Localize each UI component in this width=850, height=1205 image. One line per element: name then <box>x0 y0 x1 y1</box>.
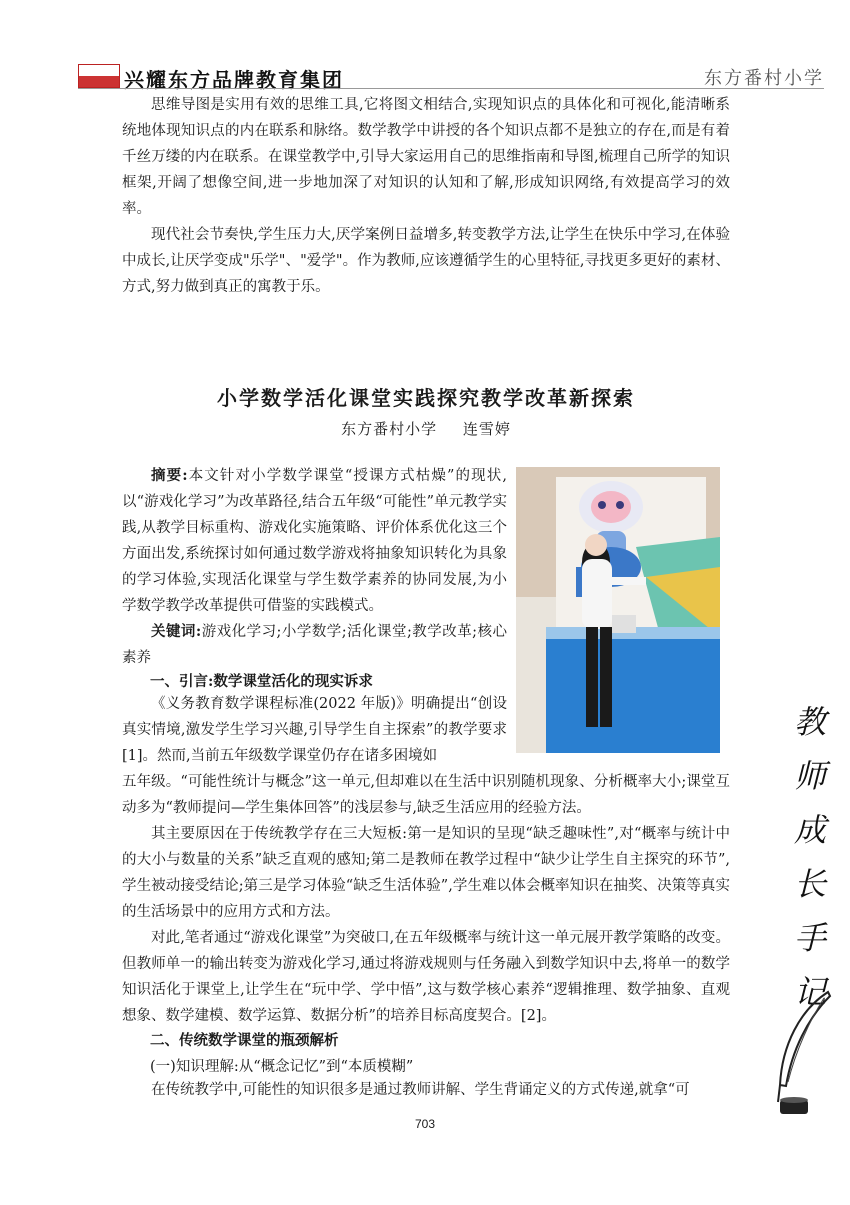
paragraph-4: 在传统教学中,可能性的知识很多是通过教师讲解、学生背诵定义的方式传递,就拿“可 <box>151 1082 690 1098</box>
group-logo <box>78 64 120 88</box>
section-heading-1: 一、引言:数学课堂活化的现实诉求 <box>150 673 373 690</box>
abstract <box>122 463 507 619</box>
quill-pen-icon <box>760 990 835 1124</box>
brand-name: 兴耀东方品牌教育集团 <box>124 68 344 92</box>
paragraph-2: 其主要原因在于传统教学存在三大短板:第一是知识的呈现“缺乏趣味性”,对“概率与统计中的大小与数量的关系”缺乏直观的感知;第二是教师在教学过程中“缺少让学生自主探究的环节”,学生被动接受结论;第三是学习体验“缺乏生活体验”,学生难以体会概率知识在抽奖、决策等真实的生活场景中的应用方式和方法。 <box>122 826 730 920</box>
article-title: 小学数学活化课堂实践探究教学改革新探索 <box>217 386 635 410</box>
side-char: 手 <box>793 919 826 957</box>
side-char: 长 <box>793 865 826 903</box>
header-school: 东方番村小学 <box>704 68 824 89</box>
abstract-label: 摘要: <box>151 467 188 484</box>
byline <box>122 418 730 439</box>
subsection-heading-1: (一)知识理解:从“概念记忆”到“本质模糊” <box>150 1059 414 1075</box>
side-char: 成 <box>793 811 826 849</box>
intro-paragraph-1: 思维导图是实用有效的思维工具,它将图文相结合,实现知识点的具体化和可视化,能清晰系统地体现知识点的内在联系和脉络。数学教学中讲授的各个知识点都不是独立的存在,而是有着千丝万缕的内在联系。在课堂教学中,引导大家运用自己的思维指南和导图,梳理自己所学的知识框架,开阔了想像空间,进一步地加深了对知识的认知和了解,形成知识网络,有效提高学习的效率。 <box>122 97 730 217</box>
paragraph-1a: 《义务教育数学课程标准(2022 年版)》明确提出“创设真实情境,激发学生学习兴趣,引导学生自主探索”的教学要求[1]。然而,当前五年级数学课堂仍存在诸多困境如 <box>122 696 507 764</box>
page-number: 703 <box>414 1117 436 1131</box>
author-name: 连雪婷 <box>462 420 511 438</box>
paragraph-1b: 五年级。“可能性统计与概念”这一单元,但却难以在生活中识别随机现象、分析概率大小;课堂互动多为“教师提问—学生集体回答”的浅层参与,缺乏生活应用的经验方法。 <box>122 774 730 816</box>
side-caption-vertical <box>785 695 835 1019</box>
abstract-text: 本文针对小学数学课堂“授课方式枯燥”的现状,以“游戏化学习”为改革路径,结合五年级“可能性”单元教学实践,从教学目标重构、游戏化实施策略、评价体系优化这三个方面出发,系统探讨如何通过数学游戏将抽象知识转化为具象的学习体验,实现活化课堂与学生数学素养的协同发展,为小学数学教学改革提供可借鉴的实践模式。 <box>122 468 507 614</box>
page-header <box>78 60 828 90</box>
author-photo <box>516 467 720 753</box>
side-char: 教 <box>793 703 826 741</box>
section-heading-2: 二、传统数学课堂的瓶颈解析 <box>150 1032 339 1049</box>
keywords-label: 关键词: <box>151 623 202 640</box>
side-char: 师 <box>793 757 826 795</box>
keywords <box>122 619 507 671</box>
header-rule <box>78 88 824 89</box>
paragraph-3: 对此,笔者通过“游戏化课堂”为突破口,在五年级概率与统计这一单元展开教学策略的改变。但教师单一的输出转变为游戏化学习,通过将游戏规则与任务融入到数学知识中去,将单一的数学知识活化于课堂上,让学生在“玩中学、学中悟”,这与数学核心素养“逻辑推理、数学抽象、直观想象、数学建模、数学运算、数据分析”的培养目标高度契合。[2]。 <box>122 930 730 1024</box>
side-char: 记 <box>793 973 826 1011</box>
author-school: 东方番村小学 <box>341 420 438 438</box>
intro-paragraph-2: 现代社会节奏快,学生压力大,厌学案例日益增多,转变教学方法,让学生在快乐中学习,在体验中成长,让厌学变成"乐学"、"爱学"。作为教师,应该遵循学生的心里特征,寻找更多更好的素材、方式,努力做到真正的寓教于乐。 <box>122 227 730 295</box>
keywords-text: 游戏化学习;小学数学;活化课堂;教学改革;核心素养 <box>122 624 507 666</box>
